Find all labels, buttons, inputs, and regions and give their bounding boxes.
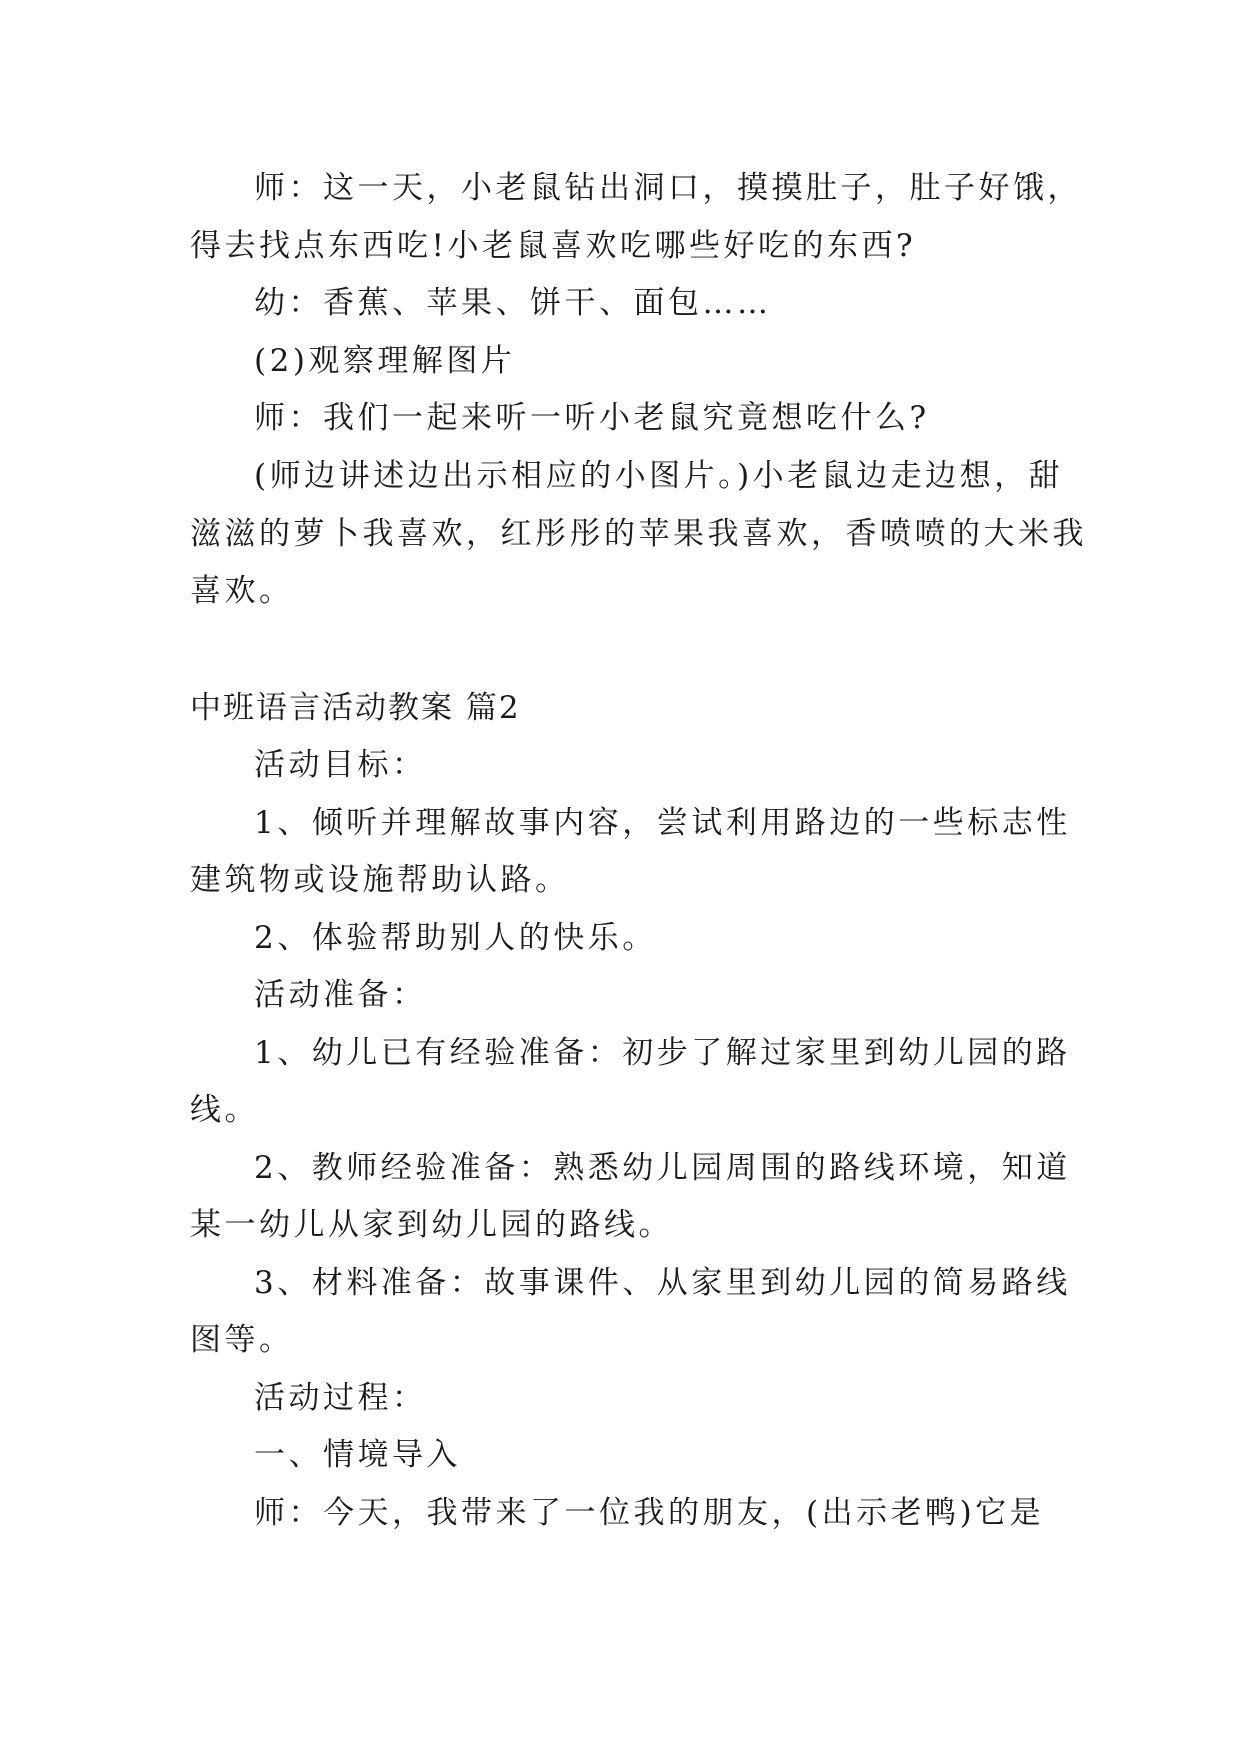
- paragraph-line: 滋滋的萝卜我喜欢，红彤彤的苹果我喜欢，香喷喷的大米我: [190, 516, 1087, 552]
- paragraph-line: (2)观察理解图片: [254, 343, 516, 379]
- paragraph-line: 一、情境导入: [254, 1437, 461, 1473]
- paragraph-line: 师：今天，我带来了一位我的朋友，(出示老鸭)它是: [254, 1495, 1045, 1531]
- paragraph-line: 1、幼儿已有经验准备：初步了解过家里到幼儿园的路: [254, 1035, 1071, 1071]
- paragraph-line: 得去找点东西吃!小老鼠喜欢吃哪些好吃的东西?: [190, 228, 917, 264]
- paragraph-line: 建筑物或设施帮助认路。: [190, 862, 570, 898]
- paragraph-line: 喜欢。: [190, 573, 294, 609]
- paragraph-line: 师：我们一起来听一听小老鼠究竟想吃什么?: [254, 400, 930, 436]
- paragraph-line: 幼：香蕉、苹果、饼干、面包……: [254, 285, 772, 321]
- paragraph-line: 线。: [190, 1092, 259, 1128]
- paragraph-line: 1、倾听并理解故事内容，尝试利用路边的一些标志性: [254, 805, 1071, 841]
- paragraph-line: 活动准备：: [254, 977, 427, 1013]
- paragraph-line: 某一幼儿从家到幼儿园的路线。: [190, 1207, 673, 1243]
- paragraph-line: 活动目标：: [254, 747, 427, 783]
- paragraph-line: 活动过程：: [254, 1380, 427, 1416]
- paragraph-line: 2、教师经验准备：熟悉幼儿园周围的路线环境，知道: [254, 1150, 1071, 1186]
- paragraph-line: 2、体验帮助别人的快乐。: [254, 920, 657, 956]
- paragraph-line: (师边讲述边出示相应的小图片。)小老鼠边走边想，甜: [254, 458, 1064, 494]
- paragraph-line: 师：这一天，小老鼠钻出洞口，摸摸肚子，肚子好饿，: [254, 170, 1082, 206]
- paragraph-line: 图等。: [190, 1322, 294, 1358]
- paragraph-line: 3、材料准备：故事课件、从家里到幼儿园的简易路线: [254, 1265, 1071, 1301]
- section-heading: 中班语言活动教案 篇2: [190, 690, 521, 726]
